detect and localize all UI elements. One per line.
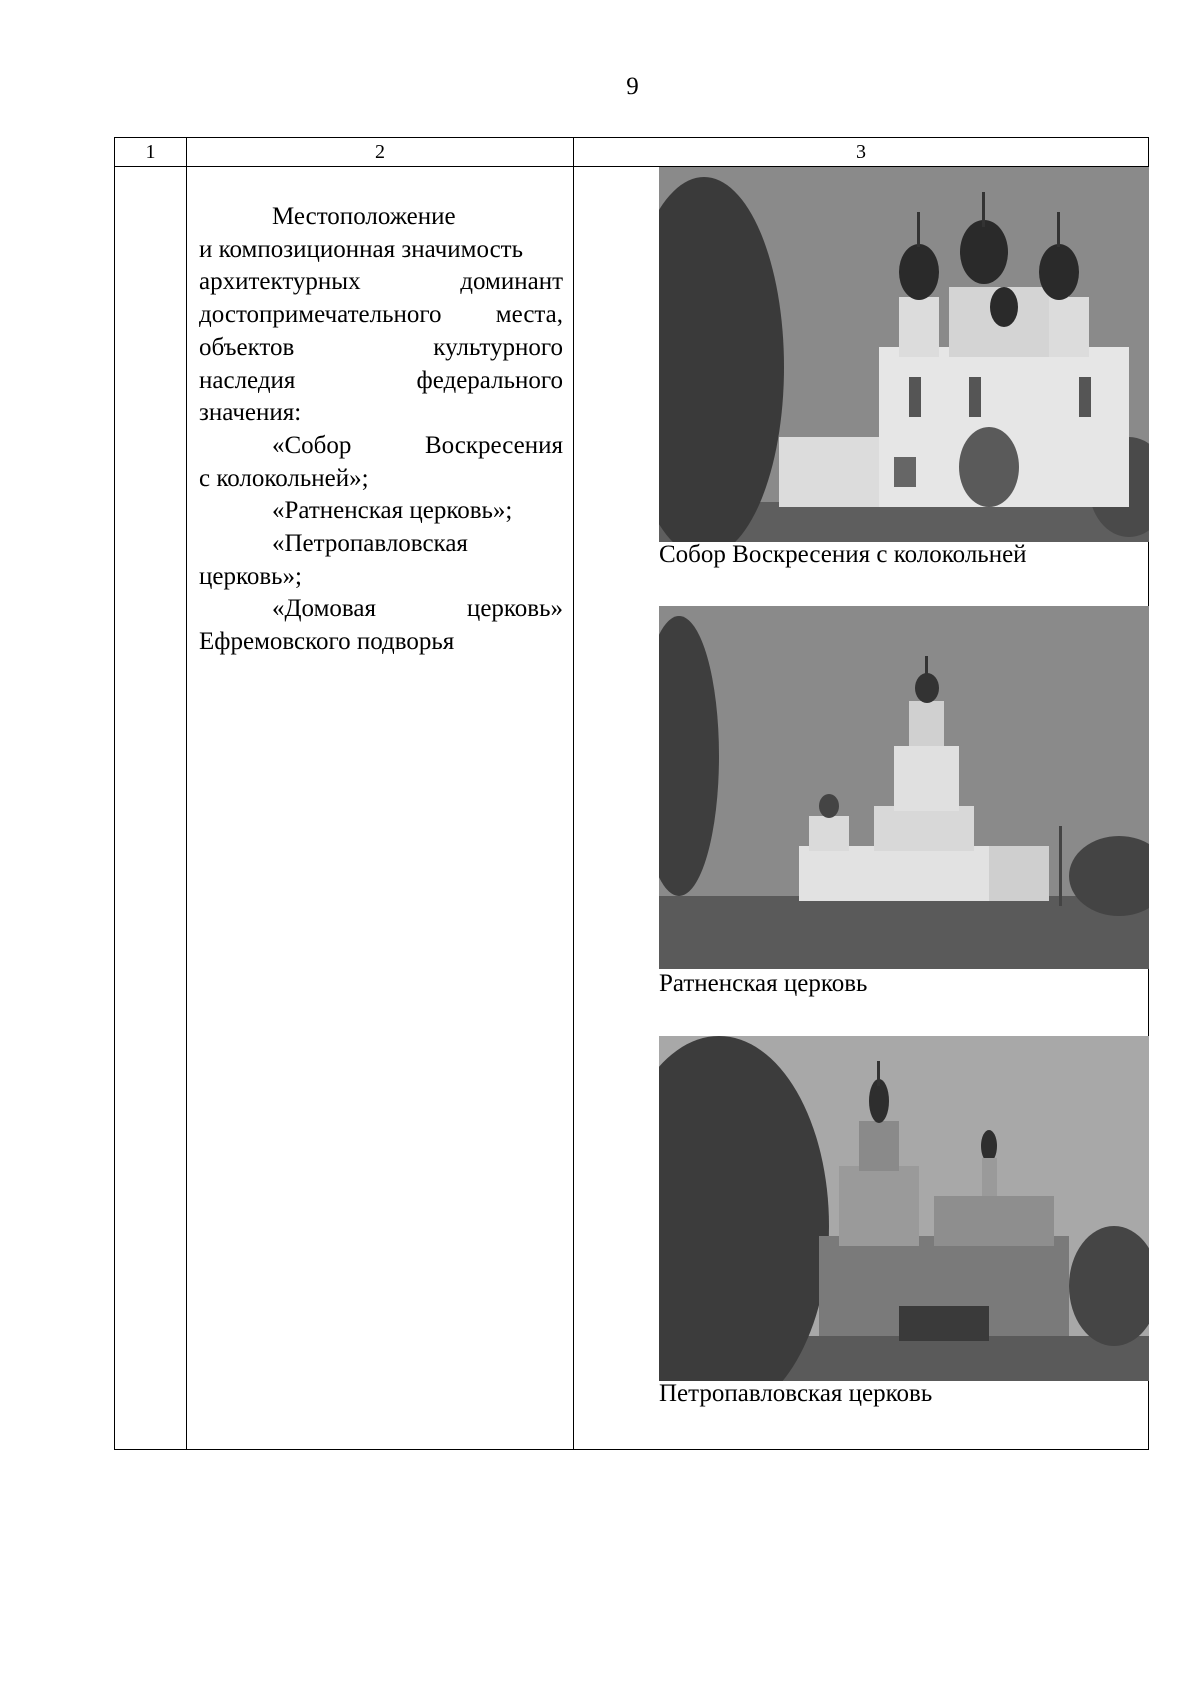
description-line: «Домовая церковь» bbox=[272, 595, 563, 623]
description-line: достопримечательного места, bbox=[199, 301, 563, 329]
column-header-3: 3 bbox=[574, 138, 1149, 167]
column-1-cell bbox=[115, 167, 187, 1450]
monuments-table bbox=[114, 137, 1149, 1450]
photos-cell bbox=[574, 167, 1149, 1450]
description-line: Ефремовского подворья bbox=[199, 628, 455, 656]
photo-caption: Собор Воскресения с колокольней bbox=[659, 541, 1027, 568]
photo-caption: Ратненская церковь bbox=[659, 970, 868, 997]
description-line: Местоположение bbox=[272, 203, 456, 230]
description-line: «Собор Воскресения bbox=[272, 431, 563, 459]
photo-caption: Петропавловская церковь bbox=[659, 1380, 933, 1407]
description-text bbox=[187, 167, 573, 659]
table-header-row bbox=[115, 138, 1149, 167]
description-line: значения: bbox=[199, 399, 302, 427]
description-line: и композиционная значимость bbox=[199, 235, 524, 263]
description-line: наследия федерального bbox=[199, 366, 563, 394]
description-line: церковь»; bbox=[199, 562, 303, 590]
column-header-2: 2 bbox=[187, 138, 574, 167]
column-header-1: 1 bbox=[115, 138, 187, 167]
description-line: объектов культурного bbox=[199, 333, 563, 361]
description-line: «Петропавловская bbox=[272, 530, 468, 558]
resurrection-cathedral-photo bbox=[659, 167, 1149, 542]
description-line: «Ратненская церковь»; bbox=[272, 497, 513, 525]
description-line: с колокольней»; bbox=[199, 464, 369, 492]
description-cell bbox=[187, 167, 574, 1450]
description-line: архитектурных доминант bbox=[199, 268, 563, 296]
page-number: 9 bbox=[626, 73, 639, 100]
ratnenskaya-church-photo bbox=[659, 606, 1149, 969]
petropavlovskaya-church-photo bbox=[659, 1036, 1149, 1381]
table-body-row bbox=[115, 167, 1149, 1450]
